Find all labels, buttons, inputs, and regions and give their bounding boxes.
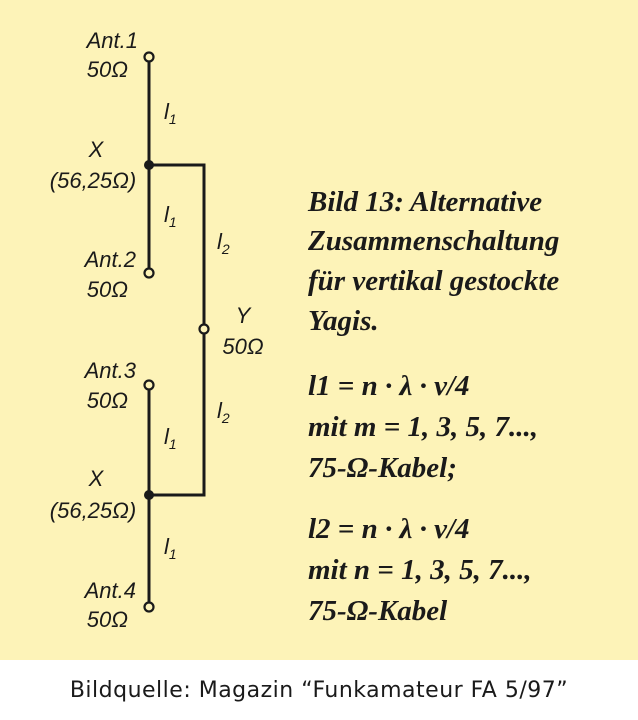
ant1-impedance: 50Ω <box>86 57 128 82</box>
x-top-name: X <box>88 137 104 162</box>
ant3-terminal <box>145 381 154 390</box>
x-bottom-junction <box>144 490 154 500</box>
y-terminal <box>200 325 209 334</box>
l2-label-upper: $l_2$ <box>217 229 230 257</box>
formula1-line-1: l1 = n · λ · v/4 <box>308 370 470 402</box>
formula1-line-3: 75-Ω-Kabel; <box>308 452 457 484</box>
formula2-line-3: 75-Ω-Kabel <box>308 595 448 627</box>
ant1-terminal <box>145 53 154 62</box>
x-top-junction <box>144 160 154 170</box>
caption-line-3: für vertikal gestockte <box>308 265 560 297</box>
l1-label-2: $l_1$ <box>164 202 177 230</box>
l1-label-4: $l_1$ <box>164 534 177 562</box>
ant2-terminal <box>145 269 154 278</box>
ant2-impedance: 50Ω <box>86 277 128 302</box>
formula2-line-2: mit n = 1, 3, 5, 7..., <box>308 554 532 586</box>
y-name: Y <box>235 303 251 328</box>
formula1-line-2: mit m = 1, 3, 5, 7..., <box>308 411 539 443</box>
ant4-impedance: 50Ω <box>86 607 128 632</box>
y-impedance: 50Ω <box>222 334 264 359</box>
caption-line-4: Yagis. <box>308 305 379 337</box>
ant4-terminal <box>145 603 154 612</box>
ant3-name: Ant.3 <box>84 358 136 383</box>
formula2-line-1: l2 = n · λ · v/4 <box>308 513 470 545</box>
x-top-impedance: (56,25Ω) <box>49 168 137 193</box>
ant1-name: Ant.1 <box>86 28 138 53</box>
ant4-name: Ant.4 <box>84 578 136 603</box>
ant3-impedance: 50Ω <box>86 388 128 413</box>
caption-line-1: Bild 13: Alternative <box>308 186 543 218</box>
l1-label-1: $l_1$ <box>164 99 177 127</box>
image-source-credit: Bildquelle: Magazin “Funkamateur FA 5/97” <box>0 660 638 720</box>
l1-label-3: $l_1$ <box>164 424 177 452</box>
x-bottom-name: X <box>88 466 104 491</box>
x-bottom-impedance: (56,25Ω) <box>49 498 137 523</box>
l2-label-lower: $l_2$ <box>217 398 230 426</box>
ant2-name: Ant.2 <box>84 247 136 272</box>
caption-line-2: Zusammenschaltung <box>308 225 560 257</box>
